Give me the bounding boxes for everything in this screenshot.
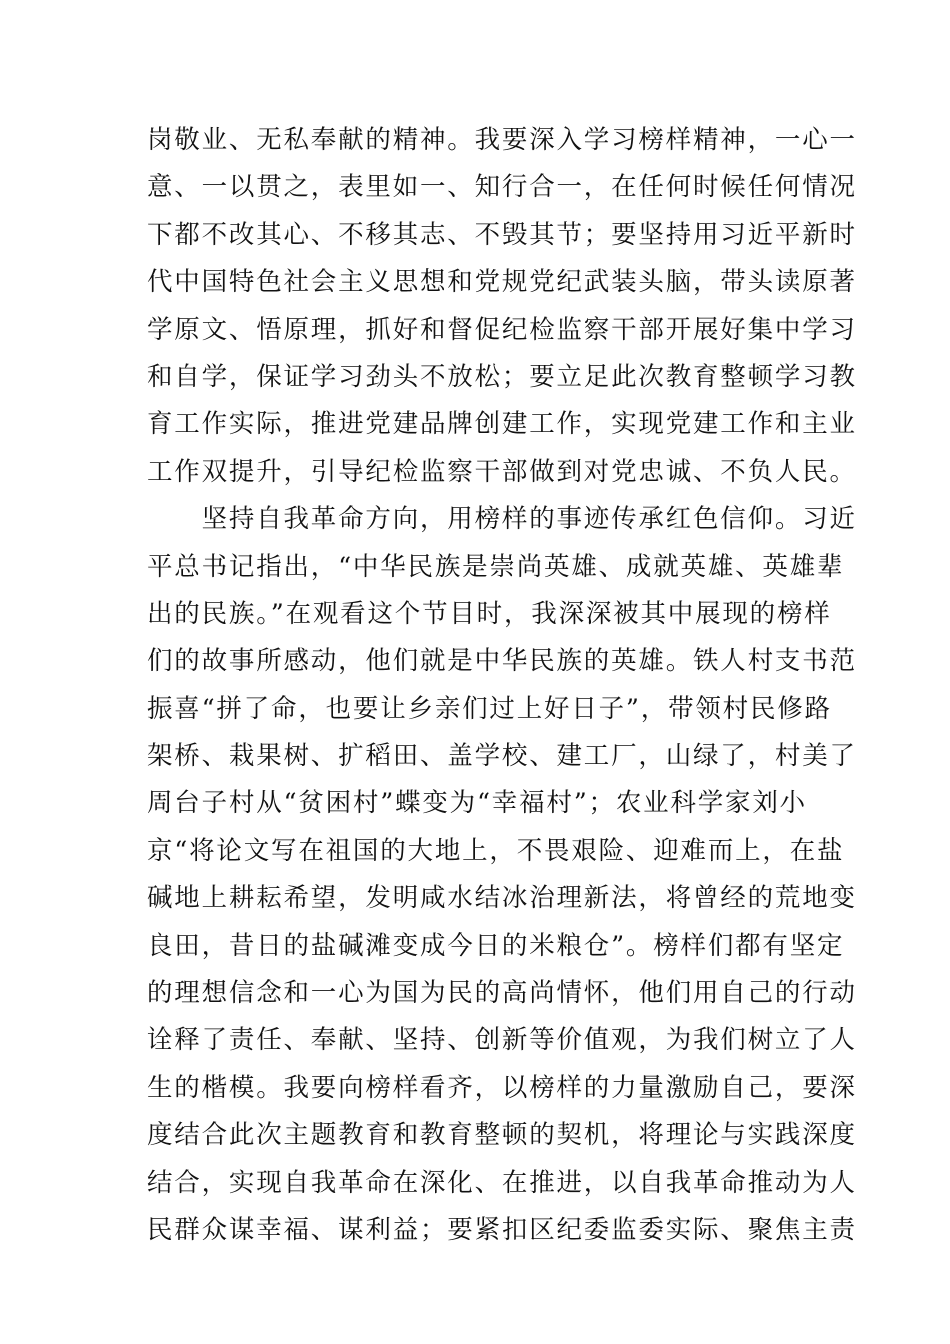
text-line: 平总书记指出，“中华民族是崇尚英雄、成就英雄、英雄辈 bbox=[147, 551, 845, 582]
body-text bbox=[147, 117, 857, 1254]
text-line: 育工作实际，推进党建品牌创建工作，实现党建工作和主业 bbox=[147, 409, 857, 440]
text-line: 的理想信念和一心为国为民的高尚情怀，他们用自己的行动 bbox=[147, 978, 857, 1009]
text-line: 良田，昔日的盐碱滩变成今日的米粮仓”。榜样们都有坚定 bbox=[147, 930, 845, 961]
text-line: 们的故事所感动，他们就是中华民族的英雄。铁人村支书范 bbox=[147, 646, 857, 677]
text-line: 岗敬业、无私奉献的精神。我要深入学习榜样精神，一心一 bbox=[147, 125, 857, 155]
text-line: 结合，实现自我革命在深化、在推进，以自我革命推动为人 bbox=[147, 1167, 857, 1198]
text-line: 工作双提升，引导纪检监察干部做到对党忠诚、不负人民。 bbox=[147, 456, 857, 487]
text-line: 周台子村从“贫困村”蝶变为“幸福村”；农业科学家刘小 bbox=[147, 788, 807, 819]
text-line: 出的民族。”在观看这个节目时，我深深被其中展现的榜样 bbox=[147, 598, 832, 629]
text-line: 下都不改其心、不移其志、不毁其节；要坚持用习近平新时 bbox=[147, 219, 857, 250]
text-line: 代中国特色社会主义思想和党规党纪武装头脑，带头读原著 bbox=[147, 267, 857, 298]
text-line: 架桥、栽果树、扩稻田、盖学校、建工厂，山绿了，村美了 bbox=[147, 741, 857, 772]
text-line: 京“将论文写在祖国的大地上，不畏艰险、迎难而上，在盐 bbox=[147, 835, 845, 866]
text-line: 度结合此次主题教育和教育整顿的契机，将理论与实践深度 bbox=[147, 1120, 857, 1151]
paragraph-start-line: 坚持自我革命方向，用榜样的事迹传承红色信仰。习近 bbox=[147, 504, 857, 535]
text-line: 诠释了责任、奉献、坚持、创新等价值观，为我们树立了人 bbox=[147, 1025, 857, 1056]
text-line: 意、一以贯之，表里如一、知行合一，在任何时候任何情况 bbox=[147, 172, 857, 203]
text-line: 碱地上耕耘希望，发明咸水结冰治理新法，将曾经的荒地变 bbox=[147, 883, 857, 914]
text-line: 振喜“拼了命，也要让乡亲们过上好日子”，带领村民修路 bbox=[147, 693, 832, 724]
text-line: 生的楷模。我要向榜样看齐，以榜样的力量激励自己，要深 bbox=[147, 1072, 857, 1103]
text-line: 和自学，保证学习劲头不放松；要立足此次教育整顿学习教 bbox=[147, 361, 857, 392]
text-line: 民群众谋幸福、谋利益；要紧扣区纪委监委实际、聚焦主责 bbox=[147, 1214, 857, 1245]
text-line: 学原文、悟原理，抓好和督促纪检监察干部开展好集中学习 bbox=[147, 314, 857, 345]
